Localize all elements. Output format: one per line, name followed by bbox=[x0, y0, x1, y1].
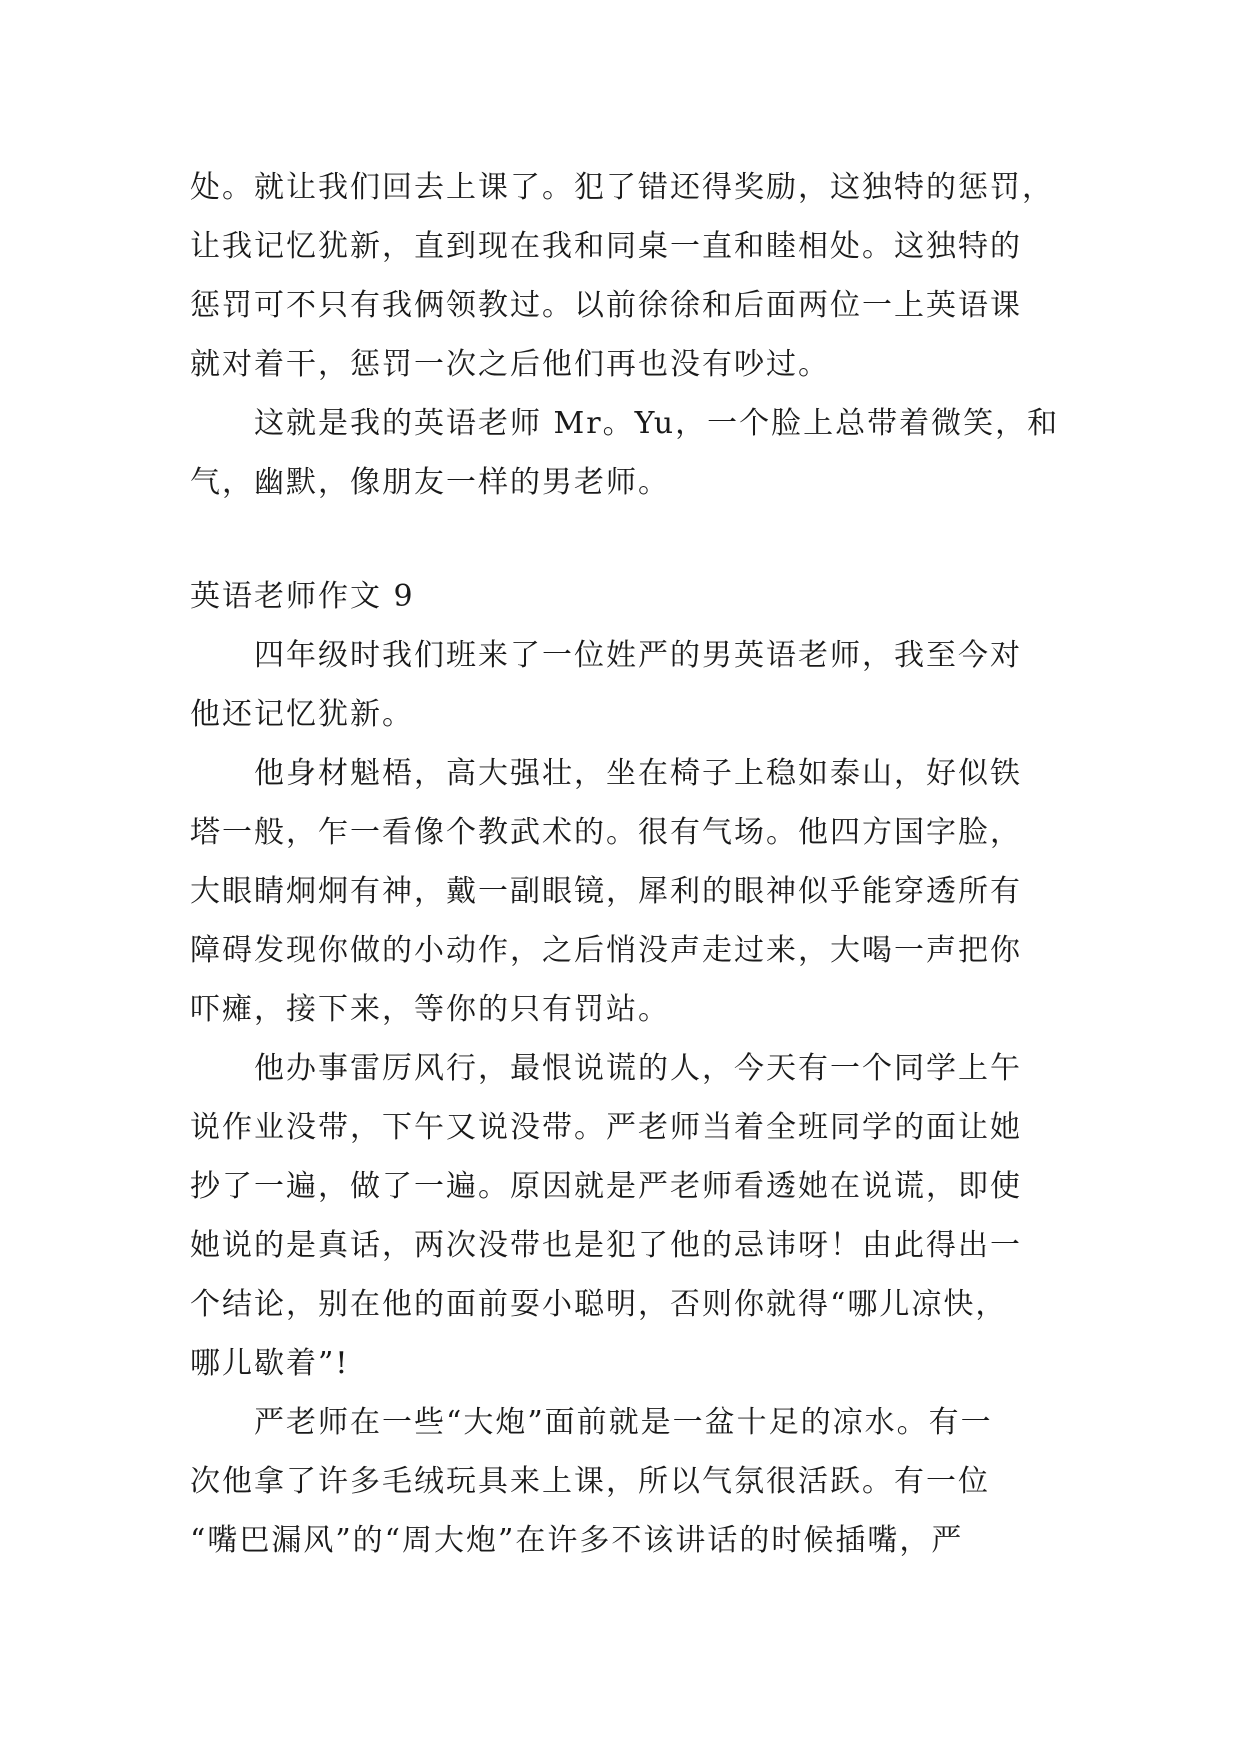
text-line: “嘴巴漏风”的“周大炮”在许多不该讲话的时候插嘴，严 bbox=[190, 1523, 964, 1558]
paragraph-first-line: 严老师在一些“大炮”面前就是一盆十足的凉水。有一 bbox=[254, 1405, 993, 1440]
text-line: 处。就让我们回去上课了。犯了错还得奖励，这独特的惩罚， bbox=[190, 170, 1054, 205]
text-line: 他还记忆犹新。 bbox=[190, 697, 414, 732]
paragraph-first-line: 四年级时我们班来了一位姓严的男英语老师，我至今对 bbox=[254, 638, 1022, 673]
paragraph-first-line: 他身材魁梧，高大强壮，坐在椅子上稳如泰山，好似铁 bbox=[254, 756, 1022, 791]
text-line: 塔一般，乍一看像个教武术的。很有气场。他四方国字脸， bbox=[190, 815, 1022, 850]
text-line: 抄了一遍，做了一遍。原因就是严老师看透她在说谎，即使 bbox=[190, 1169, 1022, 1204]
text-line: 就对着干，惩罚一次之后他们再也没有吵过。 bbox=[190, 347, 830, 382]
text-line: 说作业没带，下午又说没带。严老师当着全班同学的面让她 bbox=[190, 1110, 1022, 1145]
text-line: 让我记忆犹新，直到现在我和同桌一直和睦相处。这独特的 bbox=[190, 229, 1022, 264]
text-line: 吓瘫，接下来，等你的只有罚站。 bbox=[190, 992, 670, 1027]
text-line: 个结论，别在他的面前耍小聪明，否则你就得“哪儿凉快， bbox=[190, 1287, 1008, 1322]
paragraph-first-line: 他办事雷厉风行，最恨说谎的人，今天有一个同学上午 bbox=[254, 1051, 1022, 1086]
paragraph-first-line: 这就是我的英语老师 Mr。Yu，一个脸上总带着微笑，和 bbox=[254, 406, 1060, 441]
text-line: 哪儿歇着”! bbox=[190, 1346, 350, 1381]
text-line: 次他拿了许多毛绒玩具来上课，所以气氛很活跃。有一位 bbox=[190, 1464, 990, 1499]
text-line: 大眼睛炯炯有神，戴一副眼镜，犀利的眼神似乎能穿透所有 bbox=[190, 874, 1022, 909]
text-line: 惩罚可不只有我俩领教过。以前徐徐和后面两位一上英语课 bbox=[190, 288, 1022, 323]
text-line: 障碍发现你做的小动作，之后悄没声走过来，大喝一声把你 bbox=[190, 933, 1022, 968]
text-line: 她说的是真话，两次没带也是犯了他的忌讳呀！由此得出一 bbox=[190, 1228, 1022, 1263]
section-heading: 英语老师作文 9 bbox=[190, 579, 415, 614]
text-line: 气，幽默，像朋友一样的男老师。 bbox=[190, 465, 670, 500]
